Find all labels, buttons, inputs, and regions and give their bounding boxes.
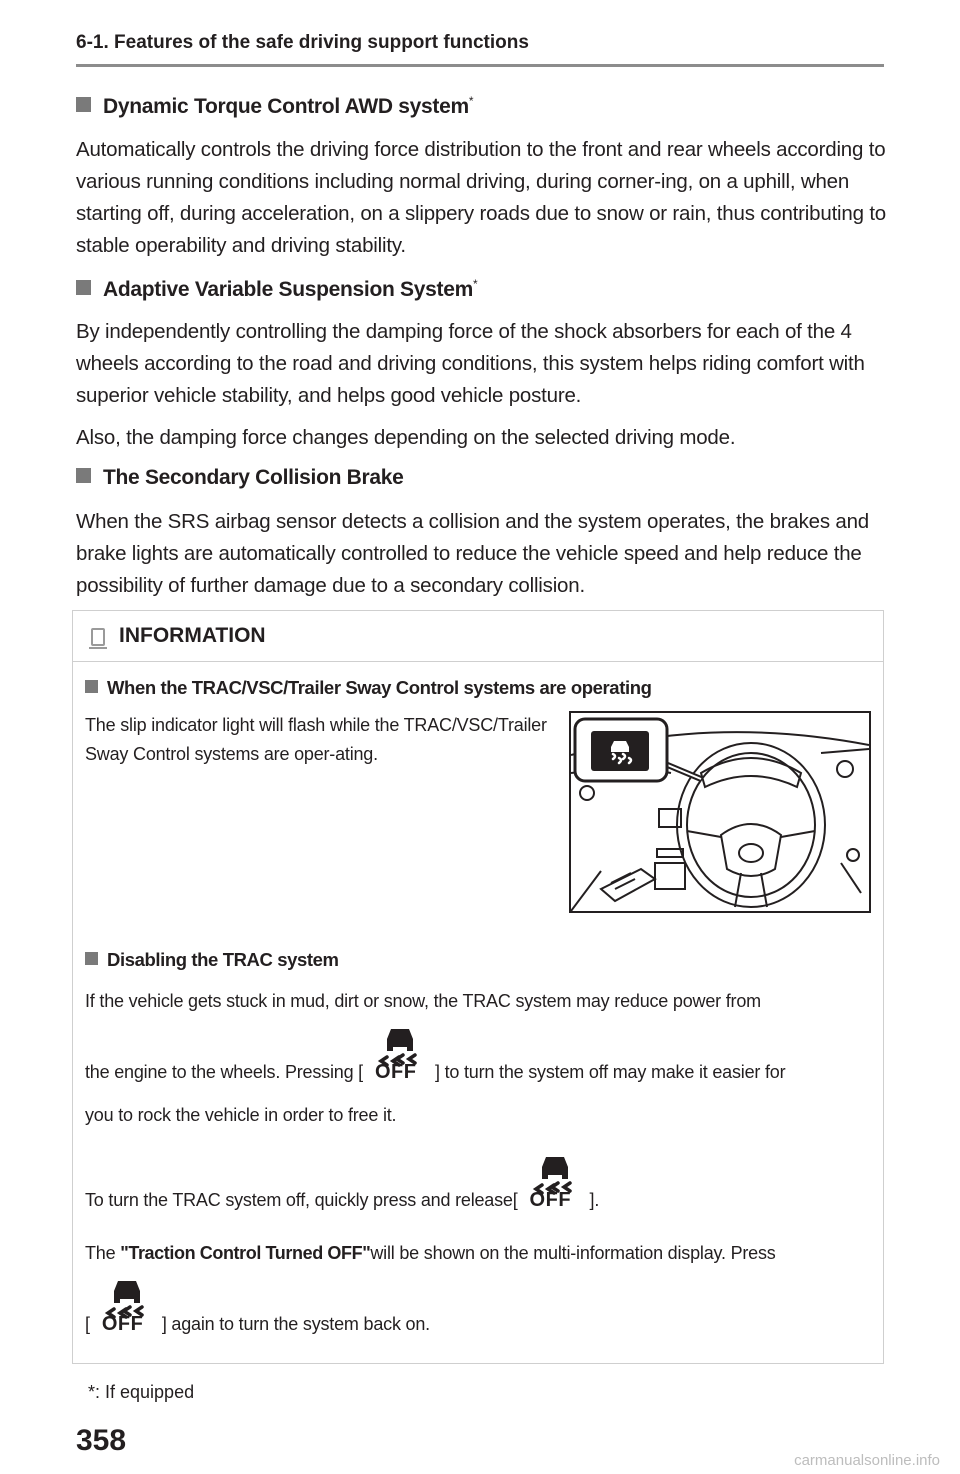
page-number: 358 <box>76 1424 127 1457</box>
bullet-square <box>85 952 98 965</box>
section-body-suspension-2: Also, the damping force changes depending on the selected driving mode. <box>76 426 736 449</box>
trac-off-button-icon: OFF <box>524 1151 584 1215</box>
bullet-square <box>76 468 91 483</box>
dashboard-drawing <box>571 713 869 911</box>
watermark: carmanualsonline.info <box>794 1452 940 1469</box>
section-body-suspension: By independently controlling the damping force of the shock absorbers for each of the 4 wheels according to the road and driving conditions, this system helps riding comfort with superior vehicle stability, and helps good vehicle posture. <box>76 320 865 407</box>
disabling-text-line3: you to rock the vehicle in order to free it. <box>85 1105 397 1125</box>
section-body-awd: Automatically controls the driving force distribution to the front and rear wheels according to various running conditions including normal driving, during corner-ing, on a uphill, when starting off, during acceleration, on a slippery roads due to snow or rain, thus contributing to stable operability and driving stability. <box>76 138 887 257</box>
subsection-text-operating: The slip indicator light will flash while the TRAC/VSC/Trailer Sway Control systems are oper-ating. <box>85 715 547 764</box>
bullet-square <box>76 97 91 112</box>
bullet-square <box>85 680 98 693</box>
disabling-text-line4: To turn the TRAC system off, quickly press and release[ OFF ]. <box>85 1151 875 1215</box>
subsection-heading-operating: When the TRAC/VSC/Trailer Sway Control systems are operating <box>85 677 652 699</box>
bullet-square <box>76 280 91 295</box>
disabling-text-line1: If the vehicle gets stuck in mud, dirt or snow, the TRAC system may reduce power from <box>85 991 761 1011</box>
header-rule <box>76 64 884 67</box>
information-box <box>72 610 884 1364</box>
section-heading-awd: Dynamic Torque Control AWD system* <box>76 94 473 119</box>
footnote: *: If equipped <box>88 1382 195 1402</box>
trac-off-button-icon: OFF <box>369 1023 429 1087</box>
section-heading-suspension: Adaptive Variable Suspension System* <box>76 277 477 302</box>
subsection-heading-disabling: Disabling the TRAC system <box>85 949 339 971</box>
disabling-text-line2: the engine to the wheels. Pressing [ OFF ] to turn the system off may make it easier for <box>85 1023 875 1087</box>
info-note-icon <box>91 628 105 646</box>
trac-off-button-icon: OFF <box>96 1275 156 1339</box>
running-header: 6-1. Features of the safe driving support functions <box>76 32 529 53</box>
disabling-text-line6: [ OFF ] again to turn the system back on. <box>85 1275 875 1339</box>
section-heading-secondary-collision: The Secondary Collision Brake <box>76 466 404 490</box>
dashboard-illustration <box>569 711 871 913</box>
disabling-text-line5: The "Traction Control Turned OFF"will be shown on the multi-information display. Press <box>85 1243 776 1263</box>
section-body-secondary-collision: When the SRS airbag sensor detects a collision and the system operates, the brakes and brake lights are automatically controlled to reduce the vehicle speed and help reduce the possibility of further damage due to a secondary collision. <box>76 510 870 597</box>
information-title: INFORMATION <box>119 624 266 647</box>
information-header <box>73 611 883 662</box>
